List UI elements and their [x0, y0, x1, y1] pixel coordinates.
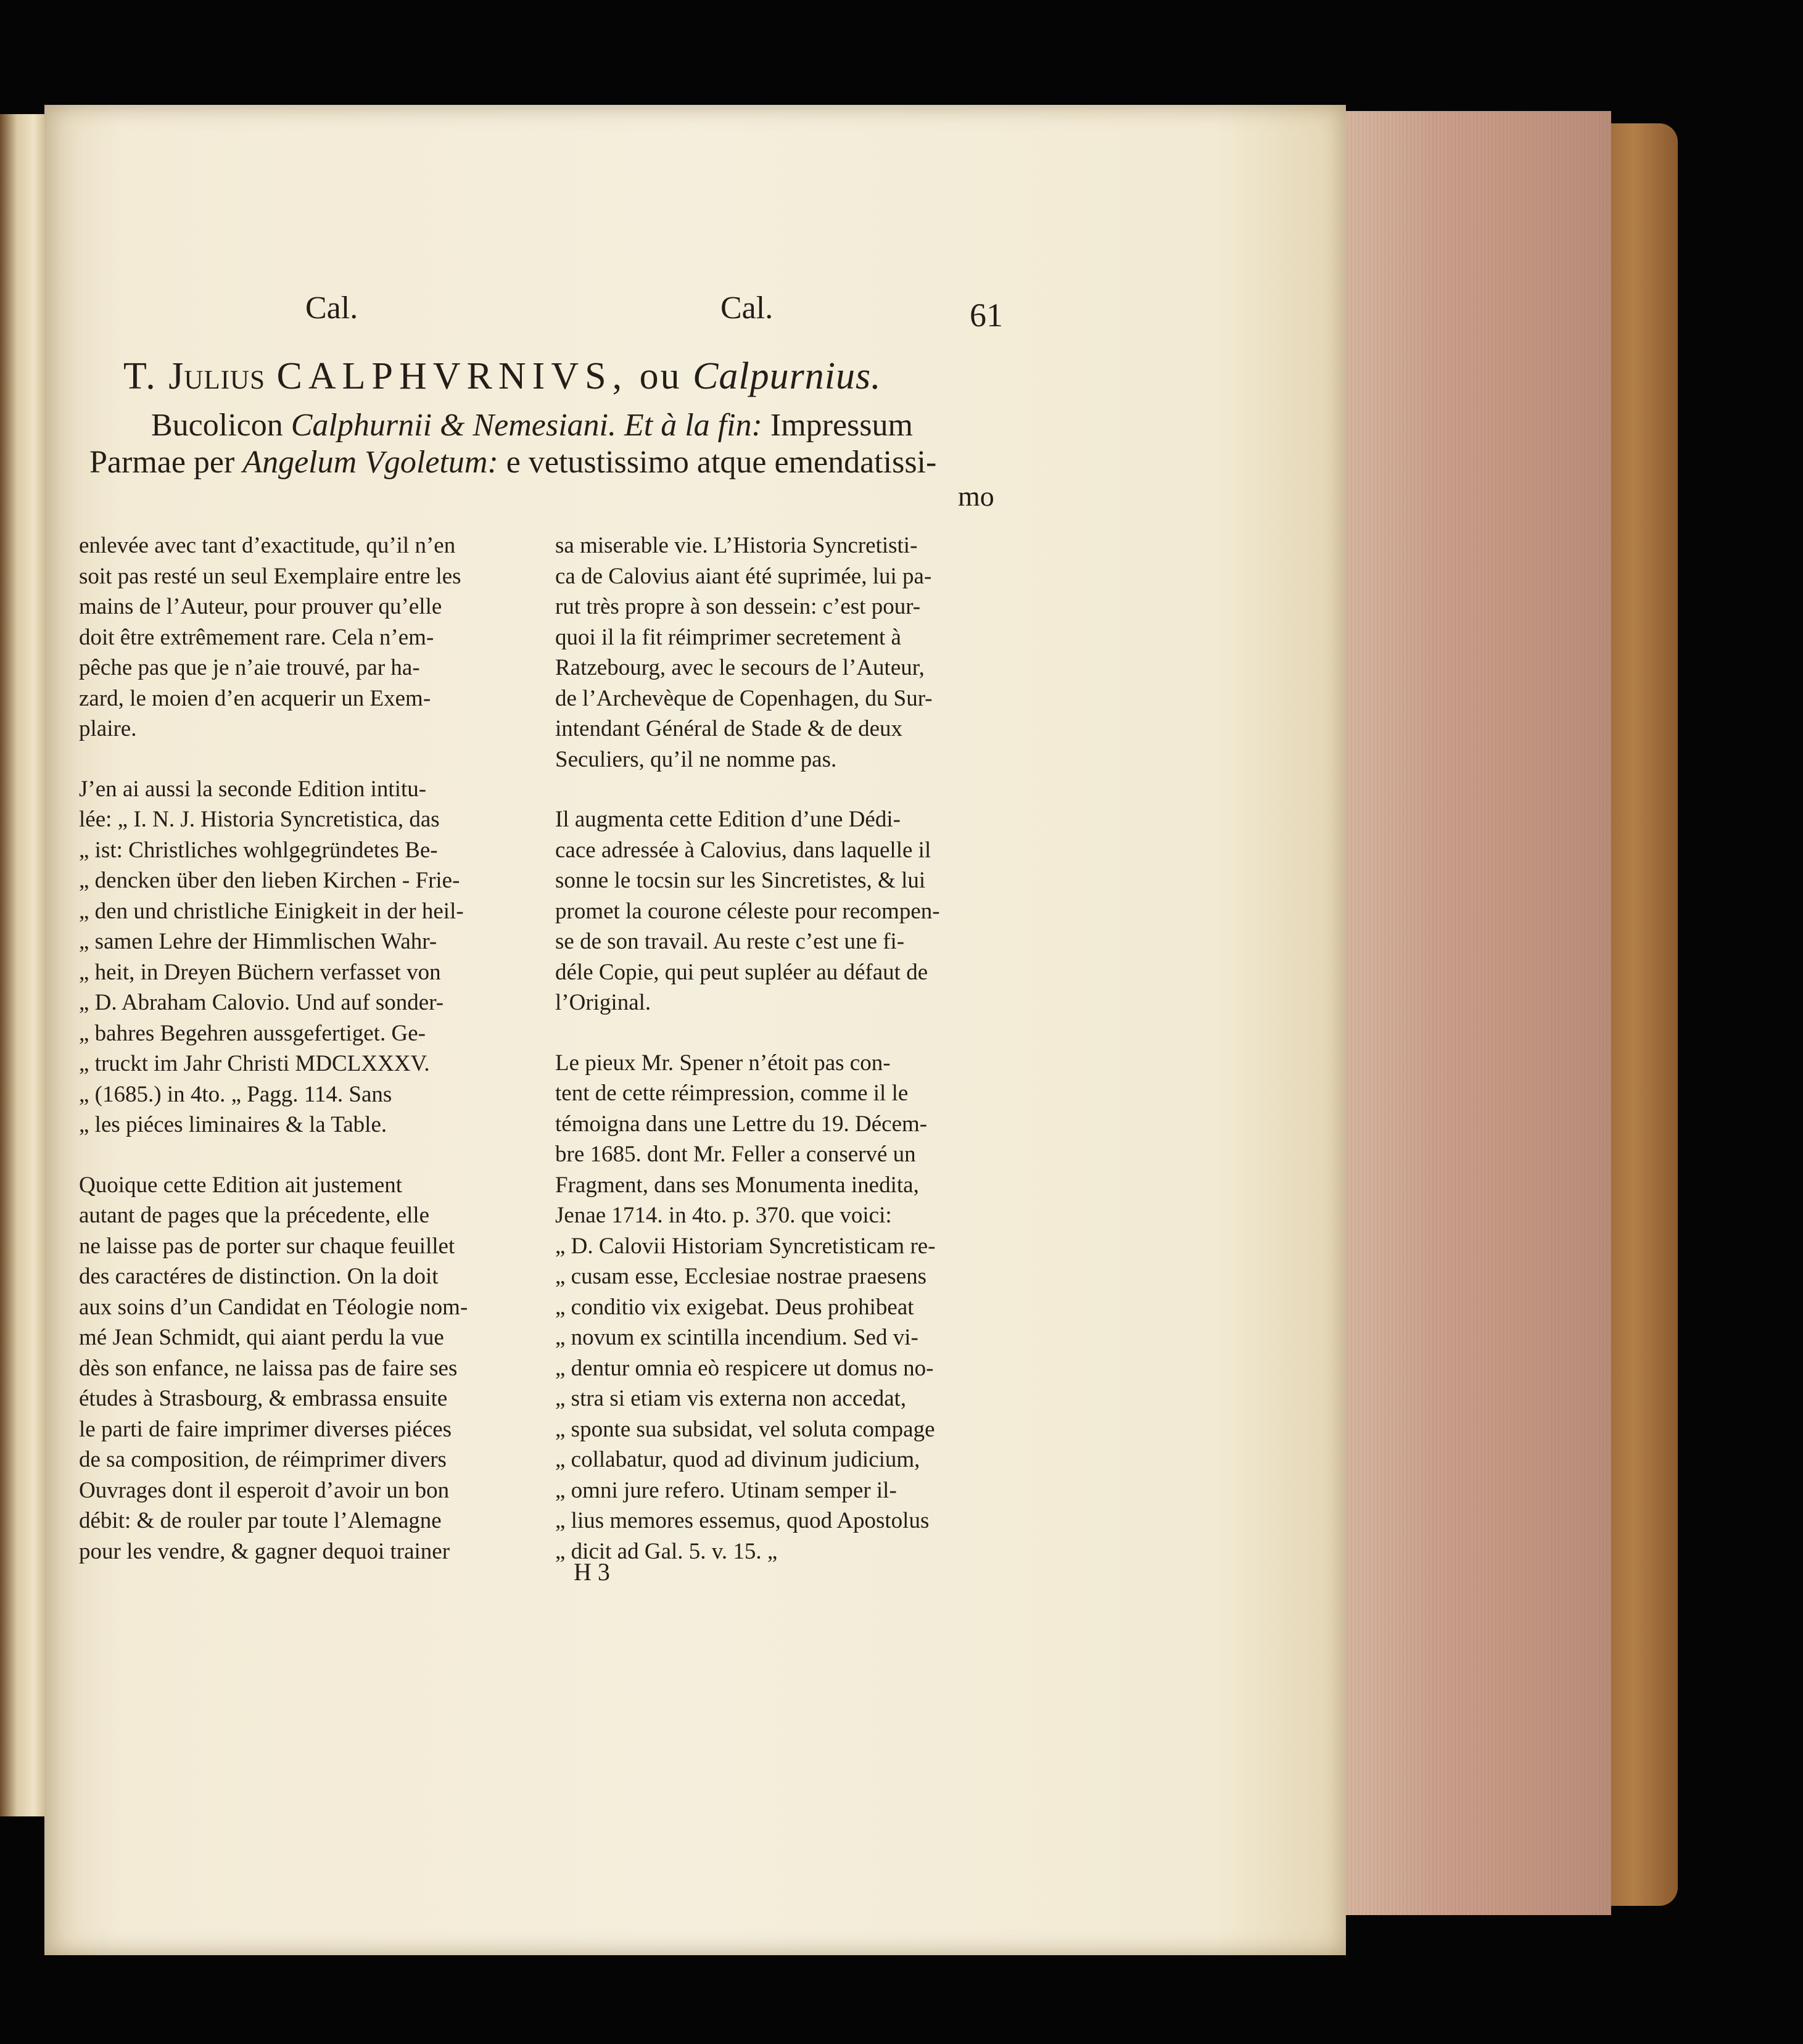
text-line: Quoique cette Edition ait justement	[79, 1172, 403, 1198]
right-column	[555, 530, 1012, 1596]
text-line: se de son travail. Au reste c’est une fi-	[555, 929, 905, 954]
text-line: Le pieux Mr. Spener n’étoit pas con-	[555, 1050, 891, 1076]
text-line: Jenae 1714. in 4to. p. 370. que voici:	[555, 1203, 892, 1228]
signature-mark: H 3	[574, 1558, 610, 1586]
text-line: sonne le tocsin sur les Sincretistes, & lui	[555, 868, 926, 893]
text-line: promet la courone céleste pour recompen-	[555, 898, 940, 924]
text-line: doit être extrêmement rare. Cela n’em-	[79, 624, 434, 650]
text-line: le parti de faire imprimer diverses piéces	[79, 1416, 452, 1442]
paragraph	[555, 530, 1012, 775]
text-line: des caractéres de distinction. On la doit	[79, 1264, 439, 1289]
running-head-left: Cal.	[305, 291, 358, 326]
text-line: cace adressée à Calovius, dans laquelle il	[555, 837, 931, 863]
text-line: „ dicit ad Gal. 5. v. 15. „	[555, 1538, 778, 1564]
text-line: ca de Calovius aiant été suprimée, lui pa-	[555, 563, 932, 589]
book-cover-edge	[1604, 123, 1678, 1906]
page-number: 61	[970, 297, 1003, 334]
subtitle-line-2	[89, 444, 936, 480]
paragraph	[555, 1048, 1012, 1567]
text-line: enlevée avec tant d’exactitude, qu’il n’en	[79, 533, 456, 558]
text-line: pêche pas que je n’aie trouvé, par ha-	[79, 655, 420, 680]
entry-connector: ou	[639, 355, 682, 397]
text-line: bre 1685. dont Mr. Feller a conservé un	[555, 1142, 916, 1167]
subtitle-line-1	[151, 407, 913, 443]
text-line: Seculiers, qu’il ne nomme pas.	[555, 746, 837, 772]
text-line: déle Copie, qui peut supléer au défaut de	[555, 959, 928, 985]
text-line: „ bahres Begehren aussgefertiget. Ge-	[79, 1020, 426, 1046]
subtitle-text: Parmae per	[89, 445, 235, 480]
paragraph	[555, 804, 1012, 1018]
text-line: „ heit, in Dreyen Büchern verfasset von	[79, 959, 441, 985]
text-line: „ dentur omnia eò respicere ut domus no-	[555, 1355, 934, 1381]
text-line: J’en ai aussi la seconde Edition intitu-	[79, 776, 427, 802]
text-line: intendant Général de Stade & de deux	[555, 716, 903, 741]
text-line: mains de l’Auteur, pour prouver qu’elle	[79, 594, 442, 619]
running-head-center: Cal.	[720, 291, 774, 326]
text-line: ne laisse pas de porter sur chaque feuillet	[79, 1233, 455, 1259]
page-block-edges	[1339, 111, 1611, 1915]
text-line: zard, le moien d’en acquerir un Exem-	[79, 685, 431, 711]
text-line: „ omni jure refero. Utinam semper il-	[555, 1477, 897, 1503]
text-line: Ratzebourg, avec le secours de l’Auteur,	[555, 655, 925, 680]
text-line: plaire.	[79, 716, 137, 741]
subtitle-italic: Angelum Vgoletum:	[242, 445, 498, 480]
text-line: de sa composition, de réimprimer divers	[79, 1447, 447, 1472]
entry-alt-name: Calpurnius.	[693, 355, 881, 397]
previous-page-edges	[0, 114, 50, 1816]
text-line: „ novum ex scintilla incendium. Sed vi-	[555, 1325, 918, 1350]
text-line: témoigna dans une Lettre du 19. Décem-	[555, 1111, 928, 1137]
text-line: „ truckt im Jahr Christi MDCLXXXV.	[79, 1051, 430, 1076]
paragraph	[79, 1170, 548, 1567]
entry-name-caps: CALPHVRNIVS,	[276, 355, 629, 397]
subtitle-text: Bucolicon	[151, 408, 283, 443]
subtitle-text: e vetustissimo atque emendatissi-	[506, 445, 937, 480]
text-line: études à Strasbourg, & embrassa ensuite	[79, 1386, 448, 1411]
text-line: tent de cette réimpression, comme il le	[555, 1081, 909, 1106]
text-line: „ collabatur, quod ad divinum judicium,	[555, 1447, 920, 1472]
text-line: „ ist: Christliches wohlgegründetes Be-	[79, 837, 438, 863]
subtitle-italic: Et à la fin:	[624, 408, 762, 443]
text-line: „ D. Abraham Calovio. Und auf sonder-	[79, 990, 444, 1015]
subtitle-text: Impressum	[770, 408, 913, 443]
text-line: Il augmenta cette Edition d’une Dédi-	[555, 807, 901, 832]
text-line: Ouvrages dont il esperoit d’avoir un bon	[79, 1477, 450, 1503]
text-line: „ sponte sua subsidat, vel soluta compage	[555, 1416, 935, 1442]
text-line: autant de pages que la précedente, elle	[79, 1203, 430, 1228]
text-line: rut très propre à son dessein: c’est pour-	[555, 594, 921, 619]
text-line: soit pas resté un seul Exemplaire entre les	[79, 563, 461, 589]
text-line: „ lius memores essemus, quod Apostolus	[555, 1508, 930, 1533]
text-line: de l’Archevèque de Copenhagen, du Sur-	[555, 685, 933, 711]
subtitle-italic: Calphurnii & Nemesiani.	[291, 408, 616, 443]
entry-prefix: T.	[123, 355, 157, 397]
text-line: „ D. Calovii Historiam Syncretisticam re-	[555, 1233, 936, 1259]
text-line: pour les vendre, & gagner dequoi trainer	[79, 1538, 450, 1564]
text-line: dès son enfance, ne laissa pas de faire ses	[79, 1355, 458, 1381]
left-column	[79, 530, 548, 1596]
text-line: mé Jean Schmidt, qui aiant perdu la vue	[79, 1325, 444, 1350]
paragraph	[79, 530, 548, 744]
text-line: „ dencken über den lieben Kirchen - Frie-	[79, 868, 460, 893]
text-line: „ (1685.) in 4to. „ Pagg. 114. Sans	[79, 1081, 392, 1107]
text-line: sa miserable vie. L’Historia Syncretisti-	[555, 533, 918, 558]
text-line: lée: „ I. N. J. Historia Syncretistica, das	[79, 807, 440, 832]
entry-name-small-caps: Julius	[168, 355, 266, 397]
text-line: l’Original.	[555, 990, 651, 1015]
text-line: „ cusam esse, Ecclesiae nostrae praesens	[555, 1264, 926, 1289]
text-line: „ conditio vix exigebat. Deus prohibeat	[555, 1294, 914, 1320]
text-line: „ stra si etiam vis externa non accedat,	[555, 1386, 907, 1411]
paragraph	[79, 774, 548, 1140]
text-line: „ les piéces liminaires & la Table.	[79, 1112, 387, 1137]
text-line: aux soins d’un Candidat en Téologie nom-	[79, 1294, 468, 1320]
text-line: Fragment, dans ses Monumenta inedita,	[555, 1172, 919, 1198]
text-line: quoi il la fit réimprimer secretement à	[555, 624, 901, 650]
subtitle-line-3: mo	[958, 480, 994, 512]
text-line: débit: & de rouler par toute l’Alemagne	[79, 1508, 442, 1533]
entry-heading	[123, 355, 881, 398]
text-line: „ den und christliche Einigkeit in der heil-	[79, 898, 464, 924]
text-line: „ samen Lehre der Himmlischen Wahr-	[79, 929, 437, 954]
